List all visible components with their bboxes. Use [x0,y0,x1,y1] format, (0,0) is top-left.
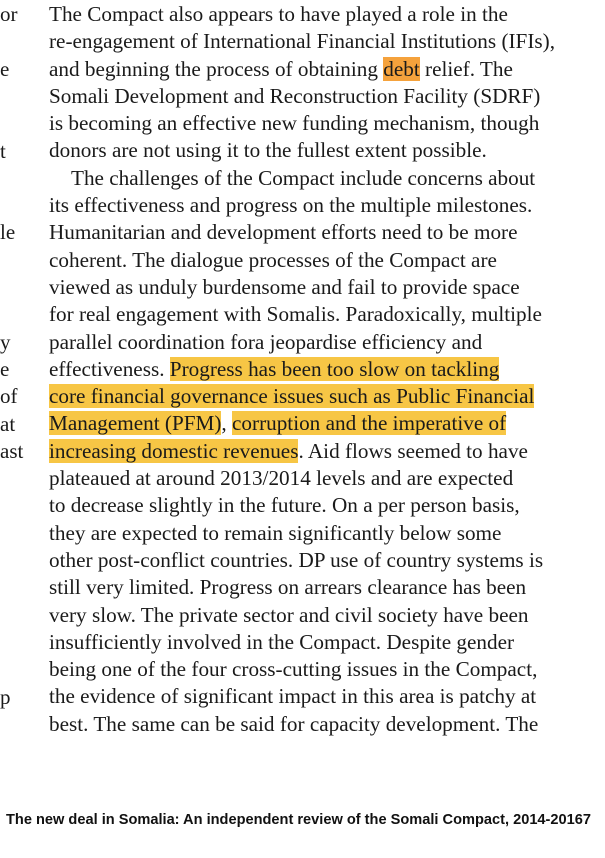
highlighted-text: Management (PFM) [49,411,222,436]
text-line [49,711,594,738]
text-run: other post-conflict countries. DP use of country systems is [49,547,544,572]
text-run: and beginning the process of obtaining [49,56,384,81]
text-run: best. The same can be said for capacity development. The [49,711,539,736]
text-line [49,383,594,410]
text-line [49,110,594,137]
left-column-fragments [0,0,40,760]
text-run: still very limited. Progress on arrears clearance has been [49,575,527,600]
text-run: relief. The [419,56,513,81]
text-line [49,165,594,192]
text-line [49,137,594,164]
text-line [49,656,594,683]
text-line [49,410,594,437]
left-column-fragment: le [0,220,16,245]
text-run: coherent. The dialogue processes of the Compact are [49,247,497,272]
text-line [49,438,594,465]
left-column-fragment: p [0,684,11,709]
highlighted-text: core financial governance issues such as Public Financial [49,384,535,409]
text-line [49,492,594,519]
text-run: for real engagement with Somalis. Paradoxically, multiple [49,302,542,327]
text-line [49,192,594,219]
left-column-fragment: y [0,329,11,354]
highlighted-text: corruption and the imperative of [232,411,507,436]
highlighted-text: Progress has been too slow on tackling [169,356,500,381]
text-line [49,83,594,110]
text-run: its effectiveness and progress on the multiple milestones. [49,193,533,218]
text-line [49,247,594,274]
text-run: donors are not using it to the fullest extent possible. [49,138,487,163]
text-line [49,465,594,492]
left-column-fragment: t [0,138,6,163]
text-run: insufficiently involved in the Compact. Despite gender [49,629,515,654]
text-run: is becoming an effective new funding mechanism, though [49,111,540,136]
text-line [49,602,594,629]
highlighted-text: increasing domestic revenues [49,438,299,463]
left-column-fragment: of [0,384,18,409]
text-line [49,574,594,601]
text-run: to decrease slightly in the future. On a per person basis, [49,493,520,518]
left-column-fragment: at [0,411,16,436]
text-line [49,629,594,656]
text-line [49,547,594,574]
page-number: 7 [582,812,591,828]
text-run: Somali Development and Reconstruction Facility (SDRF) [49,83,541,108]
text-run: The Compact also appears to have played a role in the [49,2,508,26]
text-line [49,28,594,55]
footer-title: The new deal in Somalia: An independent review of the Somali Compact, 2014-2016 [6,812,583,828]
text-line [49,329,594,356]
text-run: re-engagement of International Financial Institutions (IFIs), [49,29,555,54]
text-line [49,56,594,83]
text-run: . Aid flows seemed to have [298,438,528,463]
text-run: effectiveness. [49,356,170,381]
text-run: being one of the four cross-cutting issues in the Compact, [49,657,538,682]
text-line [49,356,594,383]
page-footer [6,812,591,828]
text-run: Humanitarian and development efforts need to be more [49,220,518,245]
text-run: , [221,411,233,436]
text-line [49,1,594,28]
left-column-fragment: e [0,56,10,81]
text-line [49,520,594,547]
left-column-fragment: or [0,2,18,26]
text-run: very slow. The private sector and civil society have been [49,602,529,627]
text-run: parallel coordination fora jeopardise efficiency and [49,329,483,354]
text-run: the evidence of significant impact in this area is patchy at [49,684,537,709]
text-line [49,219,594,246]
left-column-fragment: ast [0,438,24,463]
text-line [49,301,594,328]
text-line [49,683,594,710]
text-run: plateaued at around 2013/2014 levels and are expected [49,466,514,491]
text-run: The challenges of the Compact include concerns about [71,165,536,190]
body-text [49,1,594,738]
highlighted-text: debt [383,56,420,81]
text-run: they are expected to remain significantly below some [49,520,502,545]
text-line [49,274,594,301]
left-column-fragment: e [0,356,10,381]
text-run: viewed as unduly burdensome and fail to provide space [49,274,520,299]
